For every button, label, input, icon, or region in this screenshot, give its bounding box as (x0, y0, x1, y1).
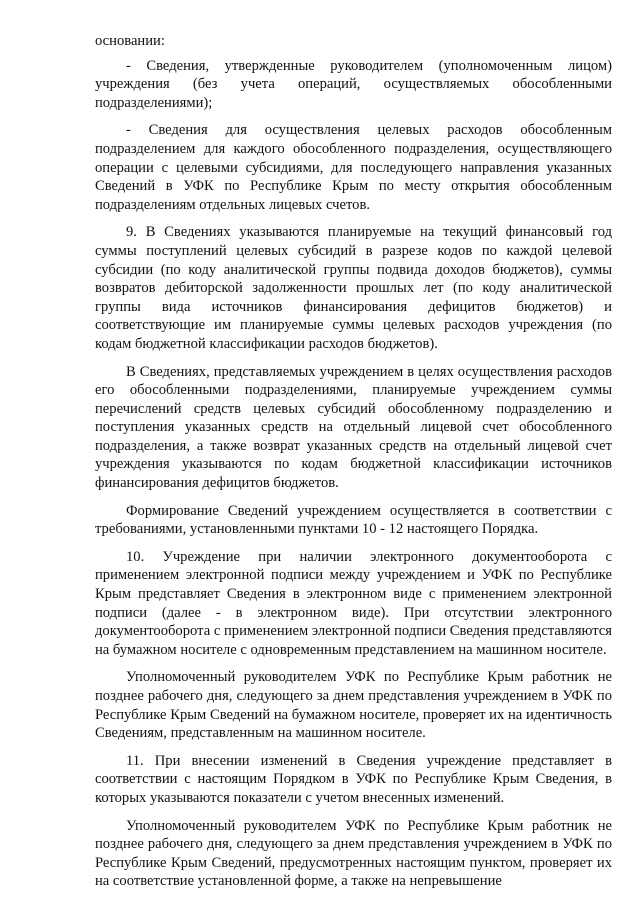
paragraph-item-11: 11. При внесении изменений в Сведения учреждение представляет в соответствии с настоящим Порядком в УФК по Республике Крым Сведения, в которых указываются показатели с учетом внесенных изменений. (95, 752, 612, 806)
paragraph-item-10: 10. Учреждение при наличии электронного документооборота с применением электронной подписи между учреждением и УФК по Республике Крым представляет Сведения в электронном виде с применением электронной подписи (далее - в электронном виде). При отсутствии электронного документооборота с применением электронной подписи Сведения представляются на бумажном носителе с одновременным представлением на машинном носителе. (95, 548, 612, 658)
document-body (95, 32, 612, 900)
paragraph-item-11-verification: Уполномоченный руководителем УФК по Республике Крым работник не позднее рабочего дня, следующего за днем представления учреждением в УФК по Республике Крым Сведений, предусмотренных настоящим пунктом, проверяет их на соответствие установленной форме, а также на непревышение (95, 817, 612, 890)
paragraph-list-item-2: - Сведения для осуществления целевых расходов обособленным подразделением для каждого обособленного подразделения, осуществляющего операции с целевыми субсидиями, для последующего направления указанных Сведений в УФК по Республике Крым по месту открытия обособленным подразделениям отдельных лицевых счетов. (95, 122, 612, 213)
paragraph-item-9-separate-divisions: В Сведениях, представляемых учреждением в целях осуществления расходов его обособленными подразделениями, планируемые учреждением суммы перечислений средств целевых субсидий обособленному подразделению и поступления указанных средств на отдельный лицевой счет обособленного подразделения, а также возврат указанных средств на отдельный лицевой счет учреждения указываются по кодам бюджетной классификации источников финансирования дефицитов бюджетов. (95, 363, 612, 492)
paragraph-continuation: основании: (95, 33, 165, 49)
paragraph-list-item-1: - Сведения, утвержденные руководителем (уполномоченным лицом) учреждения (без учета операций, осуществляемых обособленными подразделениями); (95, 57, 612, 111)
paragraph-item-9: 9. В Сведениях указываются планируемые на текущий финансовый год суммы поступлений целевых субсидий в разрезе кодов по каждой целевой субсидии (по коду аналитической группы подвида доходов бюджетов), суммы возвратов дебиторской задолженности прошлых лет (по коду аналитической группы вида источников финансирования дефицитов бюджетов) и соответствующие им планируемые суммы целевых расходов учреждения (по кодам бюджетной классификации расходов бюджетов). (95, 224, 612, 352)
paragraph-item-9-formation: Формирование Сведений учреждением осуществляется в соответствии с требованиями, установленными пунктами 10 - 12 настоящего Порядка. (95, 502, 612, 538)
paragraph-item-10-verification: Уполномоченный руководителем УФК по Республике Крым работник не позднее рабочего дня, следующего за днем представления учреждением в УФК по Республике Крым Сведений на бумажном носителе, проверяет их на идентичность Сведениям, представленным на машинном носителе. (95, 669, 612, 742)
